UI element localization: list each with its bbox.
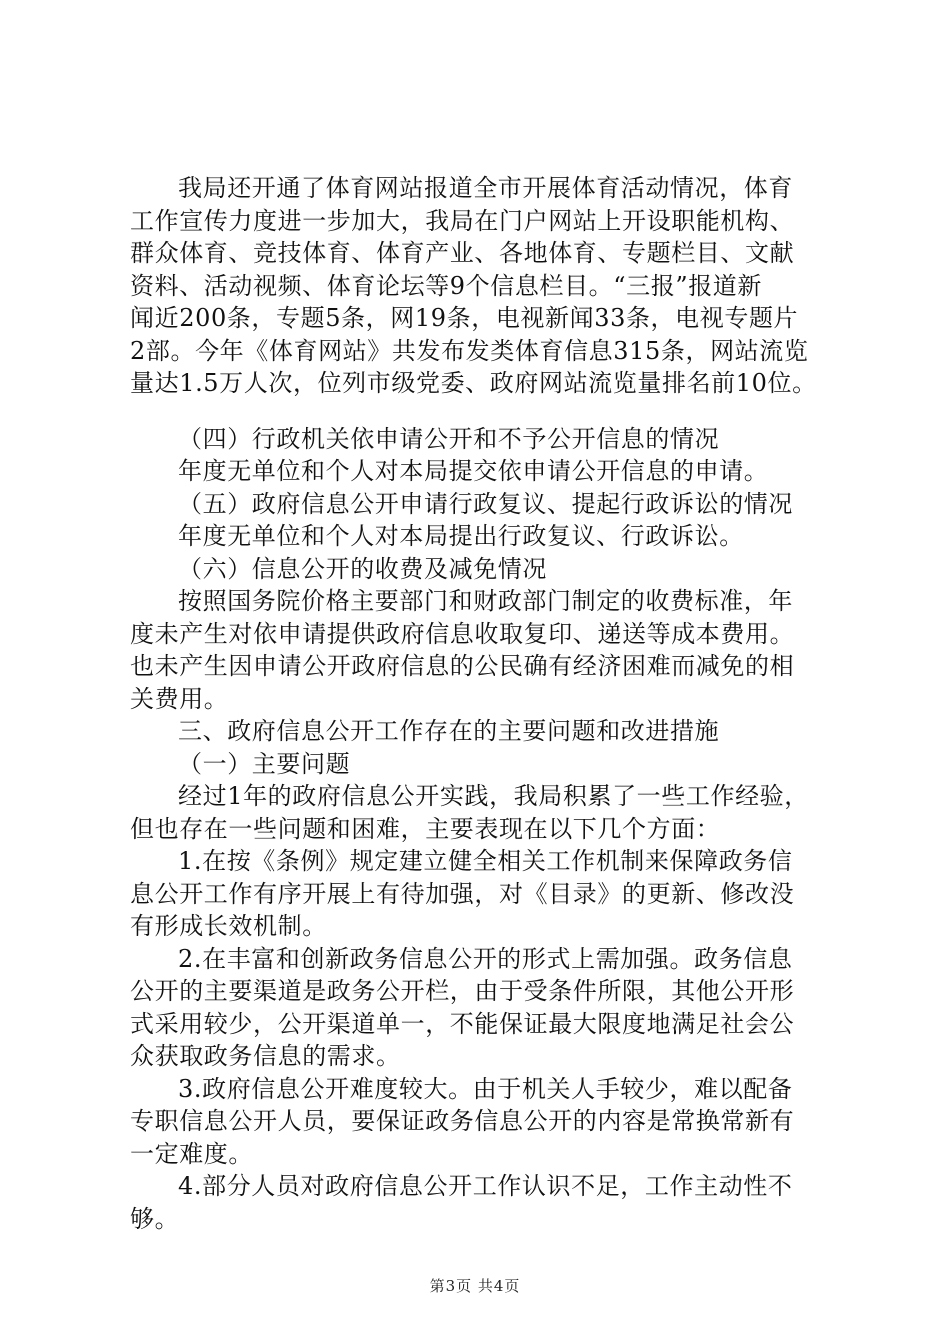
paragraph-line: 经过1年的政府信息公开实践，我局积累了一些工作经验， <box>178 782 809 810</box>
list-item-line: 够。 <box>130 1204 180 1233</box>
list-item-line: 式采用较少，公开渠道单一，不能保证最大限度地满足社会公 <box>130 1009 795 1038</box>
list-item-line: 一定难度。 <box>130 1139 253 1168</box>
paragraph-line: 关费用。 <box>130 684 229 713</box>
page-number-footer: 第3页 共4页 <box>429 1277 521 1295</box>
list-item-line: 息公开工作有序开展上有待加强，对《目录》的更新、修改没 <box>130 879 795 908</box>
paragraph-line: 年度无单位和个人对本局提交依申请公开信息的申请。 <box>178 457 769 485</box>
paragraph-line: 群众体育、竞技体育、体育产业、各地体育、专题栏目、文献 <box>130 239 795 267</box>
section-heading: （五）政府信息公开申请行政复议、提起行政诉讼的情况 <box>178 489 793 518</box>
list-item-line: 众获取政务信息的需求。 <box>130 1042 401 1070</box>
section-heading: （一）主要问题 <box>178 749 351 778</box>
document-body <box>130 172 830 1235</box>
paragraph-line: 年度无单位和个人对本局提出行政复议、行政诉讼。 <box>178 522 744 550</box>
paragraph-line: 按照国务院价格主要部门和财政部门制定的收费标准，年 <box>178 587 793 615</box>
list-item-line: 3.政府信息公开难度较大。由于机关人手较少，难以配备 <box>178 1074 793 1103</box>
paragraph-line: 我局还开通了体育网站报道全市开展体育活动情况，体育 <box>178 174 793 202</box>
list-item-line: 1.在按《条例》规定建立健全相关工作机制来保障政务信 <box>178 847 793 875</box>
paragraph-line: 量达1.5万人次，位列市级党委、政府网站流览量排名前10位。 <box>130 369 817 397</box>
list-item-line: 专职信息公开人员，要保证政务信息公开的内容是常换常新有 <box>130 1107 795 1135</box>
list-item-line: 4.部分人员对政府信息公开工作认识不足，工作主动性不 <box>178 1172 793 1200</box>
paragraph-line: 也未产生因申请公开政府信息的公民确有经济困难而减免的相 <box>130 652 795 680</box>
paragraph-gap <box>130 400 830 423</box>
paragraph-line: 度未产生对依申请提供政府信息收取复印、递送等成本费用。 <box>130 619 795 648</box>
paragraph-line: 闻近200条，专题5条，网19条，电视新闻33条，电视专题片 <box>130 304 799 332</box>
section-heading: （四）行政机关依申请公开和不予公开信息的情况 <box>178 424 720 453</box>
paragraph-line: 资料、活动视频、体育论坛等9个信息栏目。“三报”报道新 <box>130 271 763 300</box>
paragraph-line: 但也存在一些问题和困难，主要表现在以下几个方面： <box>130 814 721 843</box>
list-item-line: 有形成长效机制。 <box>130 912 327 940</box>
paragraph-line: 工作宣传力度进一步加大，我局在门户网站上开设职能机构、 <box>130 206 795 235</box>
paragraph-line: 2部。今年《体育网站》共发布发类体育信息315条，网站流览 <box>130 336 809 365</box>
list-item-line: 2.在丰富和创新政务信息公开的形式上需加强。政务信息 <box>178 944 793 973</box>
section-heading: （六）信息公开的收费及减免情况 <box>178 554 547 583</box>
list-item-line: 公开的主要渠道是政务公开栏，由于受条件所限，其他公开形 <box>130 977 795 1005</box>
section-heading: 三、政府信息公开工作存在的主要问题和改进措施 <box>178 717 720 745</box>
